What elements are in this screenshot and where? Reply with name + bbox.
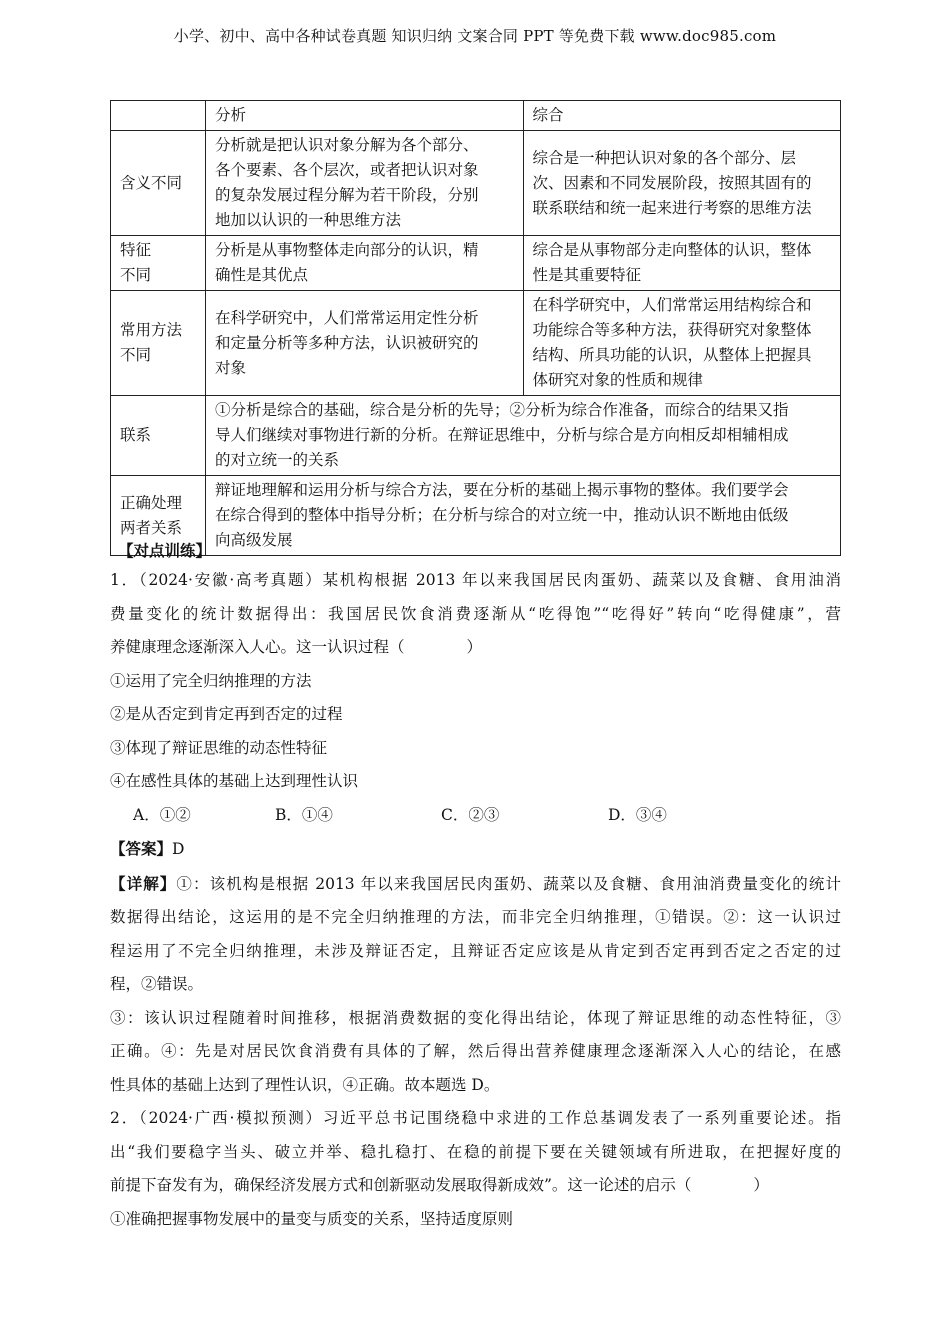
col-header-analysis: 分析	[206, 101, 524, 131]
cell-line: 向高级发展	[215, 531, 293, 549]
cell-line: 功能综合等多种方法，获得研究对象整体	[532, 321, 812, 339]
cell-line: 各个要素、各个层次，或者把认识对象	[215, 161, 479, 179]
question-stem-line: 前提下奋发有为，确保经济发展方式和创新驱动发展取得新成效”。这一论述的启示（ ）	[110, 1176, 769, 1194]
cell-synthesis	[523, 236, 841, 291]
cell-line: 对象	[215, 358, 247, 377]
cell-analysis	[206, 291, 524, 396]
cell-merged	[206, 396, 841, 476]
cell-line: 地加以认识的一种思维方法	[215, 211, 402, 229]
option-d: D．③④	[608, 805, 667, 824]
question-2	[110, 1102, 841, 1236]
section-title: 【对点训练】	[118, 541, 212, 560]
table-row	[111, 236, 841, 291]
statement-item: ①准确把握事物发展中的量变与质变的关系，坚持适度原则	[110, 1209, 514, 1228]
cell-line: 确性是其优点	[215, 266, 309, 284]
question-stem-line: 1．（2024·安徽·高考真题）某机构根据 2013 年以来我国居民肉蛋奶、蔬菜以及食糖、食用油消	[110, 571, 841, 589]
row-label: 正确处理 两者关系	[111, 476, 206, 556]
page-header: 小学、初中、高中各种试卷真题 知识归纳 文案合同 PPT 等免费下载 www.doc985.com	[173, 27, 777, 45]
statement-item: ④在感性具体的基础上达到理性认识	[110, 772, 359, 790]
cell-line: 在科学研究中，人们常常运用定性分析	[215, 308, 479, 327]
row-label: 含义不同	[111, 131, 206, 236]
cell-line: 的对立统一的关系	[215, 451, 340, 469]
question-stem-line: 出“我们要稳字当头、破立并举、稳扎稳打、在稳的前提下要在关键领域有所进取，在把握好度的	[110, 1142, 841, 1161]
table-row	[111, 396, 841, 476]
cell-analysis	[206, 131, 524, 236]
detail-label: 【详解】	[110, 873, 177, 893]
detail-line: 正确。④：先是对居民饮食消费有具体的了解，然后得出营养健康理念逐渐深入人心的结论，在感	[110, 1042, 841, 1060]
option-c: C．②③	[441, 805, 500, 824]
cell-synthesis	[523, 291, 841, 396]
table-header-row	[111, 101, 841, 131]
detail-text: ①：该机构是根据 2013 年以来我国居民肉蛋奶、蔬菜以及食糖、食用油消费量变化的统计	[176, 874, 841, 893]
answer-value: D	[172, 840, 185, 858]
cell-line: 分析是从事物整体走向部分的认识，精	[215, 241, 479, 259]
cell-line: 和定量分析等多种方法，认识被研究的	[215, 333, 479, 352]
cell-line: 结构、所具功能的认识，从整体上把握具	[532, 346, 812, 364]
cell-line: 综合是从事物部分走向整体的认识，整体	[532, 241, 812, 259]
cell-line: 在综合得到的整体中指导分析；在分析与综合的对立统一中，推动认识不断地由低级	[215, 506, 789, 524]
cell-synthesis	[523, 131, 841, 236]
cell-line: 在科学研究中，人们常常运用结构综合和	[532, 296, 812, 314]
detail-line: 数据得出结论，这运用的是不完全归纳推理的方法，而非完全归纳推理，①错误。②：这一认识过	[110, 908, 841, 926]
question-stem-line: 费量变化的统计数据得出：我国居民饮食消费逐渐从“吃得饱”“吃得好”转向“吃得健康”，营	[110, 604, 841, 623]
row-label: 联系	[111, 396, 206, 476]
cell-line: 辩证地理解和运用分析与综合方法，要在分析的基础上揭示事物的整体。我们要学会	[215, 481, 789, 499]
table-corner-cell	[111, 101, 206, 131]
table-row	[111, 131, 841, 236]
option-b: B．①④	[275, 805, 333, 824]
cell-line: 分析就是把认识对象分解为各个部分、	[215, 136, 479, 154]
row-label: 特征 不同	[111, 236, 206, 291]
cell-line: 导人们继续对事物进行新的分析。在辩证思维中，分析与综合是方向相反却相辅相成	[215, 426, 789, 444]
comparison-table	[110, 100, 841, 556]
answer-label: 【答案】	[110, 839, 173, 858]
cell-line: 次、因素和不同发展阶段，按照其固有的	[532, 173, 812, 192]
question-stem-line: 养健康理念逐渐深入人心。这一认识过程（ ）	[110, 638, 483, 656]
cell-line: ①分析是综合的基础，综合是分析的先导；②分析为综合作准备，而综合的结果又指	[215, 401, 789, 419]
statement-item: ③体现了辩证思维的动态性特征	[110, 738, 328, 757]
option-a: A．①②	[133, 805, 191, 824]
detail-line: 程，②错误。	[110, 975, 204, 993]
detail-line: 程运用了不完全归纳推理，未涉及辩证否定，且辩证否定应该是从肯定到否定再到否定之否定的过	[110, 941, 841, 960]
cell-line: 联系联结和统一起来进行考察的思维方法	[532, 198, 812, 217]
cell-line: 的复杂发展过程分解为若干阶段，分别	[215, 186, 479, 204]
row-label: 常用方法 不同	[111, 291, 206, 396]
detail-line: ③：该认识过程随着时间推移，根据消费数据的变化得出结论，体现了辩证思维的动态性特征，③	[110, 1008, 841, 1027]
detail-line	[110, 867, 841, 902]
cell-line: 性是其重要特征	[532, 266, 642, 284]
answer-options	[110, 799, 841, 833]
statement-item: ②是从否定到肯定再到否定的过程	[110, 705, 343, 723]
detail-line: 性具体的基础上达到了理性认识，④正确。故本题选 D。	[110, 1075, 500, 1094]
cell-line: 体研究对象的性质和规律	[532, 371, 704, 389]
question-stem-line: 2．（2024·广西·模拟预测）习近平总书记围绕稳中求进的工作总基调发表了一系列重要论述。指	[110, 1109, 841, 1127]
question-1	[110, 564, 841, 1102]
answer-line	[110, 832, 841, 867]
statement-item: ①运用了完全归纳推理的方法	[110, 671, 312, 690]
cell-line: 综合是一种把认识对象的各个部分、层	[532, 148, 797, 167]
table-row	[111, 291, 841, 396]
exercise-section	[110, 538, 841, 1236]
col-header-synthesis: 综合	[523, 101, 841, 131]
cell-analysis	[206, 236, 524, 291]
